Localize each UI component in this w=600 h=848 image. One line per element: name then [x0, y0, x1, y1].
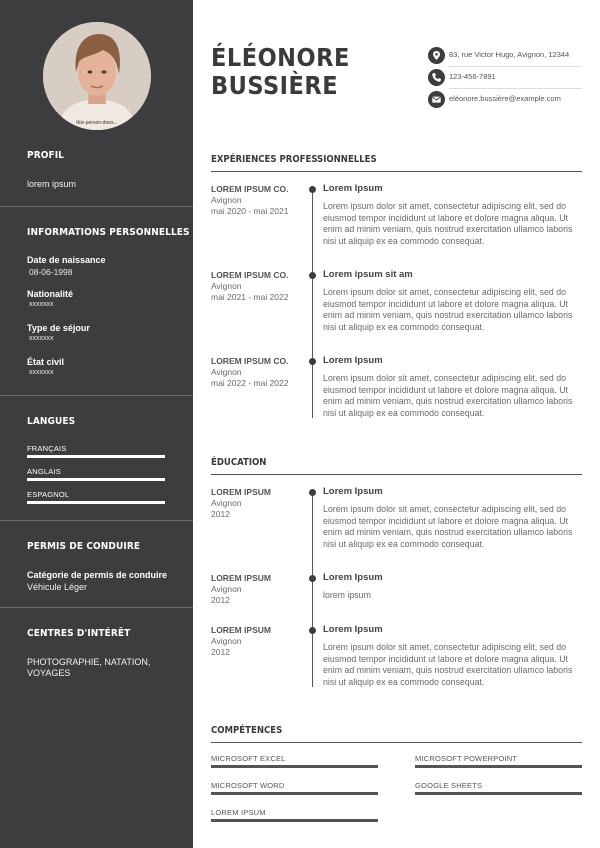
education-timeline — [312, 491, 313, 687]
education-city: Avignon — [211, 584, 242, 594]
skills-title: COMPÉTENCES — [211, 725, 283, 736]
section-rule — [211, 474, 582, 475]
mail-icon — [428, 91, 445, 108]
experience-timeline — [312, 188, 313, 418]
sidebar-divider — [0, 607, 193, 608]
language-level-bar — [27, 478, 165, 481]
languages-title: LANGUES — [27, 416, 76, 427]
education-school: LOREM IPSUM — [211, 487, 271, 497]
education-description: lorem ipsum — [323, 590, 371, 600]
sidebar-divider — [0, 395, 193, 396]
email-text: eléonore.bussière@example.com — [449, 94, 561, 103]
language-name: ANGLAIS — [27, 467, 61, 476]
skill-level-bar — [211, 765, 378, 768]
timeline-dot — [309, 627, 316, 634]
experience-company: LOREM IPSUM CO. — [211, 270, 289, 280]
experience-dates: mai 2022 - mai 2022 — [211, 378, 289, 388]
skill-name: MICROSOFT WORD — [211, 781, 285, 790]
timeline-dot — [309, 489, 316, 496]
profile-text: lorem ipsum — [27, 179, 77, 189]
sidebar-divider — [0, 520, 193, 521]
experience-heading: Lorem ipsum sit am — [323, 269, 413, 280]
education-heading: Lorem Ipsum — [323, 624, 383, 635]
experience-company: LOREM IPSUM CO. — [211, 184, 289, 194]
contact-divider — [449, 88, 582, 89]
sidebar — [0, 0, 193, 848]
experience-city: Avignon — [211, 281, 242, 291]
education-heading: Lorem Ipsum — [323, 572, 383, 583]
skill-name: LOREM IPSUM — [211, 808, 266, 817]
first-name: ÉLÉONORE — [211, 43, 350, 72]
residence-type-value: xxxxxxx — [29, 335, 54, 342]
language-name: ESPAGNOL — [27, 490, 70, 499]
education-year: 2012 — [211, 595, 230, 605]
education-school: LOREM IPSUM — [211, 573, 271, 583]
education-description: Lorem ipsum dolor sit amet, consectetur adipiscing elit, sed do eiusmod tempor incididunt ut labore et dolore magna aliqua. Ut enim ad minim veniam, quis nostrud exercitation ullamco laboris nisi ut aliquip ex ea commodo consequat. — [323, 504, 573, 549]
civil-status-label: État civil — [27, 357, 65, 367]
experience-company: LOREM IPSUM CO. — [211, 356, 289, 366]
birthdate-label: Date de naissance — [27, 255, 106, 265]
timeline-dot — [309, 358, 316, 365]
section-rule — [211, 742, 582, 743]
location-pin-icon — [428, 47, 445, 64]
education-title: ÉDUCATION — [211, 457, 267, 468]
education-heading: Lorem Ipsum — [323, 486, 383, 497]
experience-heading: Lorem Ipsum — [323, 355, 383, 366]
last-name: BUSSIÈRE — [211, 71, 339, 100]
timeline-dot — [309, 186, 316, 193]
interests-line-2: VOYAGES — [27, 668, 71, 678]
nationality-value: xxxxxxx — [29, 301, 54, 308]
phone-icon — [428, 69, 445, 86]
experience-dates: mai 2021 - mai 2022 — [211, 292, 289, 302]
experience-description: Lorem ipsum dolor sit amet, consectetur adipiscing elit, sed do eiusmod tempor incididunt ut labore et dolore magna aliqua. Ut enim ad minim veniam, quis nostrud exercitation ullamco laboris nisi ut aliquip ex ea commodo consequat. — [323, 373, 573, 418]
skill-name: GOOGLE SHEETS — [415, 781, 483, 790]
residence-type-label: Type de séjour — [27, 323, 90, 333]
profile-title: PROFIL — [27, 150, 64, 161]
skill-level-bar — [415, 765, 582, 768]
language-level-bar — [27, 501, 165, 504]
nationality-label: Nationalité — [27, 289, 74, 299]
phone-text: 123-456-7891 — [449, 72, 496, 81]
photo-watermark: this-person-does... — [76, 120, 118, 126]
experience-description: Lorem ipsum dolor sit amet, consectetur adipiscing elit, sed do eiusmod tempor incididunt ut labore et dolore magna aliqua. Ut enim ad minim veniam, quis nostrud exercitation ullamco laboris nisi ut aliquip ex ea commodo consequat. — [323, 287, 573, 332]
experience-city: Avignon — [211, 367, 242, 377]
civil-status-value: xxxxxxx — [29, 369, 54, 376]
contact-divider — [449, 66, 582, 67]
interests-line-1: PHOTOGRAPHIE, NATATION, — [27, 657, 151, 667]
candidate-name — [211, 44, 350, 100]
education-year: 2012 — [211, 647, 230, 657]
skill-name: MICROSOFT POWERPOINT — [415, 754, 518, 763]
education-school: LOREM IPSUM — [211, 625, 271, 635]
timeline-dot — [309, 575, 316, 582]
education-city: Avignon — [211, 498, 242, 508]
experience-city: Avignon — [211, 195, 242, 205]
education-city: Avignon — [211, 636, 242, 646]
timeline-dot — [309, 272, 316, 279]
sidebar-divider — [0, 206, 193, 207]
profile-photo — [43, 22, 151, 130]
education-description: Lorem ipsum dolor sit amet, consectetur adipiscing elit, sed do eiusmod tempor incididunt ut labore et dolore magna aliqua. Ut enim ad minim veniam, quis nostrud exercitation ullamco laboris nisi ut aliquip ex ea commodo consequat. — [323, 642, 573, 687]
license-value: Véhicule Léger — [27, 582, 88, 592]
language-name: FRANÇAIS — [27, 444, 67, 453]
experience-heading: Lorem Ipsum — [323, 183, 383, 194]
experience-description: Lorem ipsum dolor sit amet, consectetur adipiscing elit, sed do eiusmod tempor incididunt ut labore et dolore magna aliqua. Ut enim ad minim veniam, quis nostrud exercitation ullamco laboris nisi ut aliquip ex ea commodo consequat. — [323, 201, 573, 246]
interests-title: CENTRES D'INTÉRÊT — [27, 628, 131, 639]
license-label: Catégorie de permis de conduire — [27, 570, 168, 580]
experience-title: EXPÉRIENCES PROFESSIONNELLES — [211, 154, 377, 165]
skill-level-bar — [211, 819, 378, 822]
personal-info-title: INFORMATIONS PERSONNELLES — [27, 227, 190, 238]
address-text: 83, rue Victor Hugo, Avignon, 12344 — [449, 50, 570, 59]
skill-name: MICROSOFT EXCEL — [211, 754, 286, 763]
license-title: PERMIS DE CONDUIRE — [27, 541, 141, 552]
birthdate-value: 08-06-1998 — [29, 267, 73, 277]
language-level-bar — [27, 455, 165, 458]
skill-level-bar — [211, 792, 378, 795]
section-rule — [211, 171, 582, 172]
skill-level-bar — [415, 792, 582, 795]
experience-dates: mai 2020 - mai 2021 — [211, 206, 289, 216]
education-year: 2012 — [211, 509, 230, 519]
